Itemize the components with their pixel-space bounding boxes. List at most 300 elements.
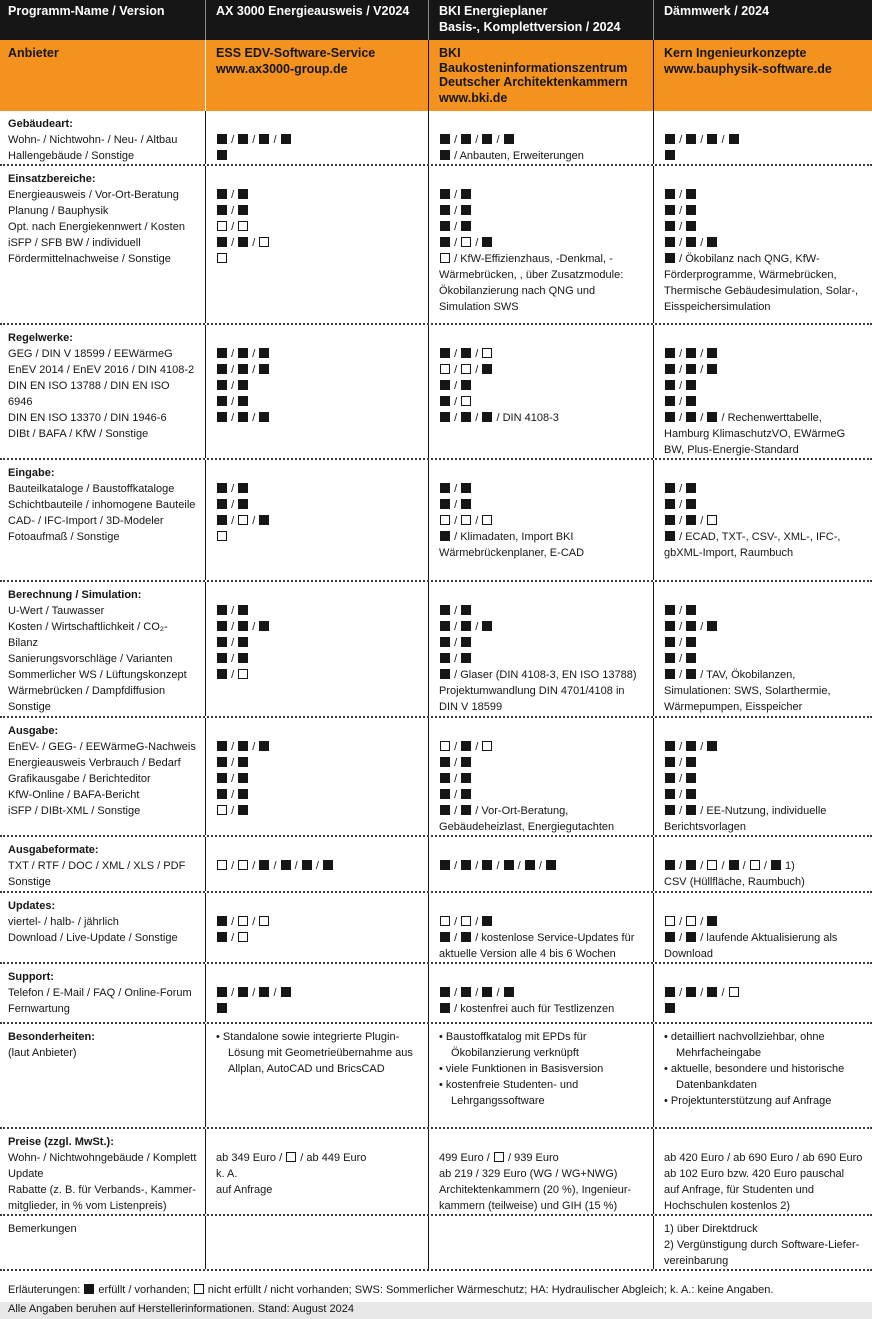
table-line (439, 465, 645, 481)
filled-square-icon (259, 515, 269, 525)
table-line: / / (664, 914, 864, 930)
table-line: Schichtbauteile / inhomogene Bauteile (8, 499, 196, 511)
anbieter-col0 (0, 40, 205, 111)
table-line: / (439, 481, 645, 497)
filled-square-icon (259, 621, 269, 631)
table-line: / (664, 378, 864, 394)
filled-square-icon (281, 860, 291, 870)
table-line: Projektumwandlung DIN 4701/4108 in DIN V 18599 (439, 685, 625, 713)
filled-square-icon (482, 237, 492, 247)
filled-square-icon (665, 741, 675, 751)
table-line: Erläuterungen: erfüllt / vorhanden; nicht erfüllt / nicht vorhanden; SWS: Sommerlicher Wärmeschutz; HA: Hydraulischer Abgleich; k. A.: keine Angaben. (8, 1284, 774, 1296)
filled-square-icon (440, 134, 450, 144)
table-line: Wohn- / Nichtwohngebäude / Komplett (8, 1152, 197, 1164)
section-support (0, 964, 872, 1024)
head-col1 (205, 0, 428, 40)
table-line: Sanierungsvorschläge / Varianten (8, 653, 173, 665)
filled-square-icon (665, 653, 675, 663)
table-line: / (216, 667, 420, 683)
product-col1 (205, 837, 428, 891)
table-line: / (216, 187, 420, 203)
table-line: / (439, 378, 645, 394)
empty-square-icon (238, 669, 248, 679)
filled-square-icon (665, 253, 675, 263)
section-header: Regelwerke: (8, 332, 73, 344)
table-line (216, 148, 420, 164)
filled-square-icon (217, 412, 227, 422)
empty-square-icon (217, 531, 227, 541)
empty-square-icon (440, 253, 450, 263)
product-col3 (653, 1024, 872, 1127)
filled-square-icon (217, 757, 227, 767)
table-line: / / (439, 739, 645, 755)
section-header: Updates: (8, 900, 56, 912)
table-line: • Baustoffkatalog mit EPDs für Ökobilanzierung verknüpft (439, 1031, 587, 1059)
empty-square-icon (461, 364, 471, 374)
labels-col0 (0, 1024, 205, 1127)
table-line: Basis-, Komplettversion / 2024 (439, 20, 621, 34)
section-header: Preise (zzgl. MwSt.): (8, 1136, 114, 1148)
filled-square-icon (461, 741, 471, 751)
empty-square-icon (707, 515, 717, 525)
product-col2 (428, 111, 653, 164)
empty-square-icon (217, 253, 227, 263)
filled-square-icon (665, 515, 675, 525)
filled-square-icon (259, 364, 269, 374)
filled-square-icon (461, 412, 471, 422)
table-line (216, 969, 420, 985)
filled-square-icon (217, 916, 227, 926)
empty-square-icon (686, 916, 696, 926)
filled-square-icon (504, 134, 514, 144)
empty-square-icon (238, 860, 248, 870)
table-line: / (216, 378, 420, 394)
table-line: / (216, 771, 420, 787)
table-line: Planung / Bauphysik (8, 205, 109, 217)
filled-square-icon (238, 987, 248, 997)
filled-square-icon (440, 189, 450, 199)
anbieter-col2 (428, 40, 653, 111)
table-line: / ECAD, TXT-, CSV-, XML-, IFC-, gbXML-Import, Raumbuch (664, 531, 841, 559)
table-line: • Projektunterstützung auf Anfrage (664, 1095, 832, 1107)
table-line (664, 842, 864, 858)
filled-square-icon (665, 189, 675, 199)
table-line: / (439, 635, 645, 651)
labels-col0 (0, 582, 205, 716)
table-line: / Klimadaten, Import BKI Wärmebrückenplaner, E-CAD (439, 531, 585, 559)
table-line: / / laufende Aktualisierung als Download (664, 932, 838, 960)
table-line: / / (216, 513, 420, 529)
section-einsatzbereiche (0, 166, 872, 325)
section-header: Berechnung / Simulation: (8, 589, 142, 601)
filled-square-icon (686, 396, 696, 406)
section-preise (0, 1129, 872, 1216)
table-line: / / / DIN 4108-3 (439, 410, 645, 426)
table-line: / / Vor-Ort-Beratung, Gebäudeheizlast, Energiegutachten (439, 805, 615, 833)
filled-square-icon (665, 637, 675, 647)
table-line: / (439, 187, 645, 203)
table-line: / / (439, 362, 645, 378)
labels-col0 (0, 1216, 205, 1269)
filled-square-icon (440, 499, 450, 509)
table-line: Telefon / E-Mail / FAQ / Online-Forum (8, 987, 192, 999)
table-line: / (664, 771, 864, 787)
filled-square-icon (665, 789, 675, 799)
table-line: EnEV 2014 / EnEV 2016 / DIN 4108-2 (8, 364, 195, 376)
filled-square-icon (440, 396, 450, 406)
filled-square-icon (665, 150, 675, 160)
head-col0 (0, 0, 205, 40)
table-line (216, 465, 420, 481)
filled-square-icon (217, 741, 227, 751)
table-line: Energieausweis / Vor-Ort-Beratung (8, 189, 179, 201)
filled-square-icon (217, 515, 227, 525)
table-line: / / / (664, 985, 864, 1001)
filled-square-icon (259, 348, 269, 358)
product-col3 (653, 325, 872, 458)
table-line (664, 330, 864, 346)
section-header: Ausgabeformate: (8, 844, 99, 856)
filled-square-icon (238, 134, 248, 144)
table-line: / / (216, 914, 420, 930)
section-ausgabeformate (0, 837, 872, 893)
table-line (439, 723, 645, 739)
table-line: Energieausweis Verbrauch / Bedarf (8, 757, 181, 769)
filled-square-icon (686, 621, 696, 631)
labels-col0 (0, 837, 205, 891)
table-line: / / (439, 346, 645, 362)
table-line (439, 116, 645, 132)
table-line (664, 898, 864, 914)
filled-square-icon (238, 805, 248, 815)
filled-square-icon (217, 932, 227, 942)
product-col1 (205, 582, 428, 716)
empty-square-icon (729, 987, 739, 997)
table-line: ab 102 Euro bzw. 420 Euro pauschal (664, 1168, 845, 1180)
table-line: Wärmebrücken / Dampfdiffusion (8, 685, 166, 697)
table-line: / Ökobilanz nach QNG, KfW-Förderprogramme, Wärmebrücken, Thermische Gebäudesimulation, Solar-, Eisspeichersimulation (664, 253, 859, 313)
filled-square-icon (238, 637, 248, 647)
head-col3 (653, 0, 872, 40)
table-line: / / / / / (439, 858, 645, 874)
product-col1 (205, 1216, 428, 1269)
filled-square-icon (281, 134, 291, 144)
product-col3 (653, 582, 872, 716)
table-line: CAD- / IFC-Import / 3D-Modeler (8, 515, 164, 527)
table-line (664, 723, 864, 739)
table-line: / / / (664, 132, 864, 148)
filled-square-icon (440, 412, 450, 422)
program-name-header-row (0, 0, 872, 40)
section-header: Ausgabe: (8, 725, 59, 737)
table-line (439, 330, 645, 346)
table-line: Wohn- / Nichtwohn- / Neu- / Altbau (8, 134, 178, 146)
table-line (439, 1134, 645, 1150)
filled-square-icon (440, 531, 450, 541)
empty-square-icon (461, 515, 471, 525)
table-line: / / / (439, 985, 645, 1001)
filled-square-icon (217, 237, 227, 247)
section-header: Besonderheiten: (8, 1031, 95, 1043)
table-line: / / EE-Nutzung, individuelle Berichtsvorlagen (664, 805, 827, 833)
filled-square-icon (238, 380, 248, 390)
filled-square-icon (440, 789, 450, 799)
filled-square-icon (217, 637, 227, 647)
table-line: / (216, 603, 420, 619)
table-line: Fotoaufmaß / Sonstige (8, 531, 120, 543)
table-line: Download / Live-Update / Sonstige (8, 932, 178, 944)
table-line (664, 969, 864, 985)
section-bemerkungen (0, 1216, 872, 1271)
table-line: Fördermittelnachweise / Sonstige (8, 253, 171, 265)
filled-square-icon (665, 669, 675, 679)
empty-square-icon (665, 916, 675, 926)
table-line: / (216, 203, 420, 219)
table-line: • kostenfreie Studenten- und Lehrgangssoftware (439, 1079, 579, 1107)
table-line: / / kostenlose Service-Updates für aktuelle Version alle 4 bis 6 Wochen (439, 932, 635, 960)
table-line: (laut Anbieter) (8, 1047, 77, 1059)
empty-square-icon (461, 916, 471, 926)
section-berechnung-simulation (0, 582, 872, 718)
table-line: iSFP / SFB BW / individuell (8, 237, 141, 249)
table-line: auf Anfrage, für Studenten und Hochschulen kostenlos 2) (664, 1184, 815, 1212)
filled-square-icon (461, 221, 471, 231)
filled-square-icon (686, 134, 696, 144)
filled-square-icon (686, 741, 696, 751)
table-line: / / (216, 235, 420, 251)
table-line: Anbieter (8, 46, 59, 60)
table-line: Kern Ingenieurkonzepte (664, 46, 807, 60)
filled-square-icon (217, 189, 227, 199)
product-col1 (205, 893, 428, 962)
filled-square-icon (729, 860, 739, 870)
table-line: / / (439, 914, 645, 930)
table-line (216, 1134, 420, 1150)
filled-square-icon (686, 653, 696, 663)
table-line: / (216, 930, 420, 946)
table-line (664, 148, 864, 164)
table-line (439, 842, 645, 858)
filled-square-icon (707, 134, 717, 144)
table-line (216, 529, 420, 545)
filled-square-icon (440, 605, 450, 615)
table-line: Fernwartung (8, 1003, 70, 1015)
product-col3 (653, 837, 872, 891)
product-col2 (428, 1129, 653, 1214)
table-line: / (664, 481, 864, 497)
filled-square-icon (707, 741, 717, 751)
table-line: / / (216, 346, 420, 362)
filled-square-icon (665, 605, 675, 615)
filled-square-icon (461, 348, 471, 358)
product-col2 (428, 460, 653, 580)
section-regelwerke (0, 325, 872, 460)
table-line: Bauteilkataloge / Baustoffkataloge (8, 483, 175, 495)
filled-square-icon (217, 987, 227, 997)
empty-square-icon (750, 860, 760, 870)
filled-square-icon (217, 134, 227, 144)
filled-square-icon (217, 364, 227, 374)
table-line: / / (664, 346, 864, 362)
table-line: Hallengebäude / Sonstige (8, 150, 135, 162)
table-line (439, 969, 645, 985)
filled-square-icon (440, 483, 450, 493)
empty-square-icon (238, 515, 248, 525)
filled-square-icon (440, 987, 450, 997)
table-line: k. A. (216, 1168, 238, 1180)
table-line: ab 349 Euro / / ab 449 Euro (216, 1152, 367, 1164)
filled-square-icon (440, 150, 450, 160)
table-line: / (439, 771, 645, 787)
table-line: GEG / DIN V 18599 / EEWärmeG (8, 348, 173, 360)
filled-square-icon (686, 499, 696, 509)
table-line: / (216, 803, 420, 819)
filled-square-icon (546, 860, 556, 870)
table-line: / / / / / 1) (664, 858, 864, 874)
table-line: / / TAV, Ökobilanzen, Simulationen: SWS, Solarthermie, Wärmepumpen, Eisspeicher (664, 669, 831, 713)
filled-square-icon (665, 205, 675, 215)
product-col1 (205, 166, 428, 323)
table-line: iSFP / DIBt-XML / Sonstige (8, 805, 141, 817)
product-col3 (653, 1129, 872, 1214)
table-line: / (439, 394, 645, 410)
filled-square-icon (461, 932, 471, 942)
filled-square-icon (217, 1003, 227, 1013)
table-line: Kosten / Wirtschaftlichkeit / CO₂-Bilanz (8, 621, 168, 649)
product-col2 (428, 718, 653, 835)
table-line: / / / (439, 132, 645, 148)
table-line: / (439, 497, 645, 513)
table-line: / (664, 603, 864, 619)
filled-square-icon (217, 499, 227, 509)
filled-square-icon (665, 987, 675, 997)
filled-square-icon (707, 364, 717, 374)
table-line: 499 Euro / / 939 Euro (439, 1152, 559, 1164)
table-line: DIN EN ISO 13370 / DIN 1946-6 (8, 412, 167, 424)
table-line: • aktuelle, besondere und historische Datenbankdaten (664, 1063, 845, 1091)
table-line: / (216, 219, 420, 235)
filled-square-icon (665, 412, 675, 422)
filled-square-icon (238, 237, 248, 247)
section-eingabe (0, 460, 872, 582)
table-line: Deutscher Architektenkammern (439, 75, 628, 89)
table-body (0, 111, 872, 1271)
filled-square-icon (686, 205, 696, 215)
filled-square-icon (238, 757, 248, 767)
filled-square-icon (238, 741, 248, 751)
filled-square-icon (504, 860, 514, 870)
product-col3 (653, 166, 872, 323)
table-line: KfW-Online / BAFA-Bericht (8, 789, 140, 801)
table-line: Sommerlicher WS / Lüftungskonzept (8, 669, 187, 681)
table-line: 1) über Direktdruck (664, 1223, 758, 1235)
filled-square-icon (217, 205, 227, 215)
section-header: Einsatzbereiche: (8, 173, 96, 185)
filled-square-icon (686, 789, 696, 799)
empty-square-icon (286, 1152, 296, 1162)
filled-square-icon (665, 483, 675, 493)
filled-square-icon (217, 150, 227, 160)
filled-square-icon (665, 364, 675, 374)
filled-square-icon (259, 741, 269, 751)
empty-square-icon (461, 237, 471, 247)
table-line: / (216, 755, 420, 771)
filled-square-icon (440, 773, 450, 783)
table-line: / / (216, 619, 420, 635)
filled-square-icon (482, 621, 492, 631)
section-besonderheiten (0, 1024, 872, 1129)
table-line (664, 1001, 864, 1017)
table-line: / Glaser (DIN 4108-3, EN ISO 13788) (439, 667, 645, 683)
empty-square-icon (707, 860, 717, 870)
filled-square-icon (440, 621, 450, 631)
filled-square-icon (665, 499, 675, 509)
table-line: ESS EDV-Software-Service (216, 46, 376, 60)
table-line (216, 251, 420, 267)
table-line: / (216, 481, 420, 497)
labels-col0 (0, 166, 205, 323)
labels-col0 (0, 111, 205, 164)
filled-square-icon (440, 805, 450, 815)
product-col2 (428, 1216, 653, 1269)
table-line: Rabatte (z. B. für Verbands-, Kammer-mitglieder, in % vom Listenpreis) (8, 1184, 196, 1212)
section-header: Gebäudeart: (8, 118, 73, 130)
table-line: Alle Angaben beruhen auf Herstellerinformationen. Stand: August 2024 (8, 1303, 354, 1315)
filled-square-icon (686, 412, 696, 422)
filled-square-icon (281, 987, 291, 997)
table-line: Architektenkammern (20 %), Ingenieur-kammern (teilweise) und GIH (15 %) (439, 1184, 632, 1212)
table-line (439, 898, 645, 914)
table-line: • Standalone sowie integrierte Plugin-Lösung mit Geometrieübernahme aus Allplan, AutoCAD und BricsCAD (216, 1031, 413, 1075)
filled-square-icon (686, 773, 696, 783)
filled-square-icon (238, 364, 248, 374)
table-line: / (664, 187, 864, 203)
table-line: EnEV- / GEG- / EEWärmeG-Nachweis (8, 741, 196, 753)
table-line: Bemerkungen (8, 1223, 77, 1235)
filled-square-icon (461, 789, 471, 799)
table-line: / KfW-Effizienzhaus, -Denkmal, -Wärmebrücken, , über Zusatzmodule: Ökobilanzierung nach QNG und Simulation SWS (439, 253, 624, 313)
filled-square-icon (238, 773, 248, 783)
filled-square-icon (504, 987, 514, 997)
table-line: / (439, 787, 645, 803)
filled-square-icon (665, 380, 675, 390)
table-line: / / (439, 619, 645, 635)
filled-square-icon (482, 134, 492, 144)
filled-square-icon (665, 221, 675, 231)
filled-square-icon (686, 987, 696, 997)
filled-square-icon (461, 987, 471, 997)
filled-square-icon (665, 773, 675, 783)
table-line: / / (216, 739, 420, 755)
filled-square-icon (217, 773, 227, 783)
table-line: / / (439, 235, 645, 251)
filled-square-icon (440, 757, 450, 767)
filled-square-icon (686, 805, 696, 815)
legend-footer (0, 1271, 872, 1319)
filled-square-icon (707, 237, 717, 247)
table-line: Programm-Name / Version (8, 4, 165, 18)
filled-square-icon (482, 987, 492, 997)
empty-square-icon (259, 916, 269, 926)
table-line: / / (439, 513, 645, 529)
table-line (664, 116, 864, 132)
empty-square-icon (259, 237, 269, 247)
table-line: Update (8, 1168, 44, 1180)
filled-square-icon (482, 364, 492, 374)
product-col3 (653, 460, 872, 580)
table-line: auf Anfrage (216, 1184, 273, 1196)
table-line (439, 171, 645, 187)
